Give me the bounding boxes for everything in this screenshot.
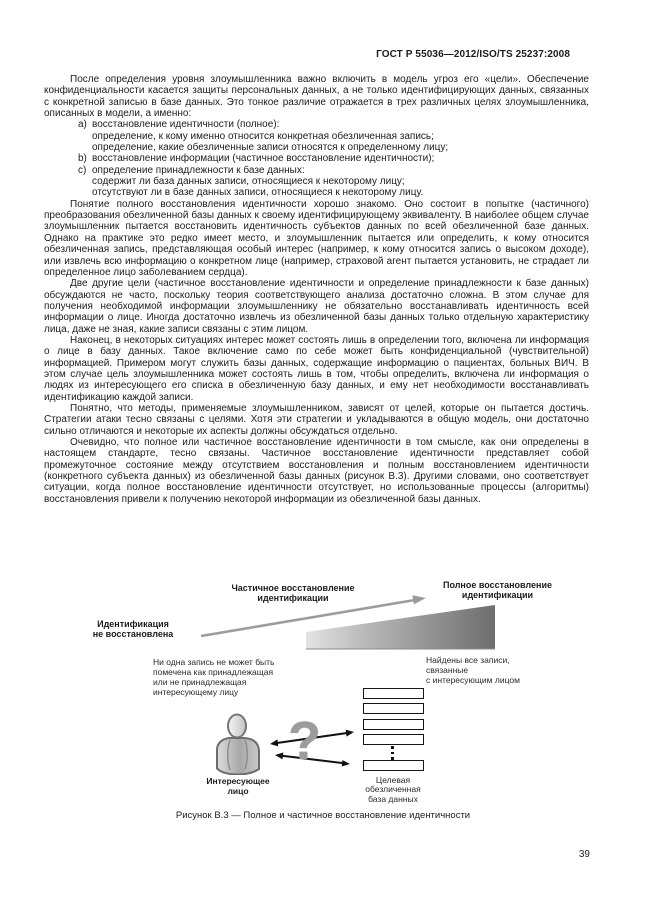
db-record-box xyxy=(363,734,424,745)
note-line: связанные xyxy=(426,665,469,675)
label-full-recovery xyxy=(420,580,575,600)
label-line: Частичное восстановление xyxy=(231,583,355,593)
paragraph: Две другие цели (частичное восстановление идентичности и определение принадлежности к базе данных) обсуждаются не часто, поскольку теория соответствующего анализа достаточно сложна. В этом случае для получения необходимой информации злоумышленнику не обязательно восстанавливать идентичность всей информации о лице. Иногда достаточно извлечь из обезличенной базы данных только отдельную характеристику лица, даже не зная, какие записи связаны с этим лицом. xyxy=(44,278,589,335)
document-number: ГОСТ Р 55036—2012/ISO/TS 25237:2008 xyxy=(376,49,570,60)
list-item-b-text: восстановление информации (частичное восстановление идентичности); xyxy=(92,153,435,165)
figure-caption: Рисунок В.3 — Полное и частичное восстановление идентичности xyxy=(175,810,471,821)
recovery-wedge-icon xyxy=(306,603,496,650)
list-marker-c: c) xyxy=(78,164,87,176)
list-item-a-text: восстановление идентичности (полное): xyxy=(92,119,280,131)
paragraph: Понятно, что методы, применяемые злоумышленником, зависят от целей, которые он пытается достичь. Стратегии атаки тесно связаны с целями. Хотя эти стратегии и укладываются в общую модель, они достаточно сильно отличаются и некоторые их аспекты должны обсуждаться отдельно. xyxy=(44,402,589,437)
paragraph: Очевидно, что полное или частичное восстановление идентичности в том смысле, как они определены в настоящем стандарте, тесно связаны. Частичное восстановление идентичности представляет собой промежуточное состояние между отсутствием восстановления и полным восстановлением идентичности (конкретного субъекта данных) из обезличенной базы данных (рисунок В.3). Другими словами, оно соответствует ситуации, когда полное восстановление идентичности отсутствует, но использованные процессы (алгоритмы) восстановления привели к получению некоторой информации из обезличенной базы данных. xyxy=(44,437,589,505)
list-marker-a: a) xyxy=(78,119,87,131)
paragraph-intro: После определения уровня злоумышленника важно включить в модель угроз его «цели». Обеспечение конфиденциальности касается защиты персональных данных, а не только идентифицирующих данных, связанных с конкретной записью в базе данных. Это тонкое различие отражается в трех различных целях злоумышленника, описанных в модели, а именно: xyxy=(44,74,589,120)
label-line: Интересующее xyxy=(206,776,270,786)
list-subitem: определение, какие обезличенные записи относятся к определенному лицу; xyxy=(92,142,449,154)
note-line: с интересующим лицом xyxy=(426,675,520,685)
dot xyxy=(391,752,394,755)
label-line: Полное восстановление xyxy=(442,580,553,590)
vertical-ellipsis-icon xyxy=(391,746,394,760)
list-subitem: отсутствуют ли в базе данных записи, относящиеся к некоторому лицу. xyxy=(92,187,424,199)
paragraph: Понятие полного восстановления идентичности хорошо знакомо. Оно состоит в попытке (частичного) преобразования обезличенной базы данных к своему идентифицирующему эквиваленту. В наиболее общем случае злоумышленник пытается восстановить идентичность субъектов данных по всей обезличенной базе данных. Однако на практике это редко имеет место, и злоумышленник пытается или определить, к кому относится обезличенная запись, представляющая особый интерес (например, к кому относится запись о высоком доходе), или извлечь всю информацию о конкретном лице (например, страховой агент пытается установить, не страдает ли определенное лицо заболеванием сердца). xyxy=(44,198,589,278)
list-subitem: определение, к кому именно относится конкретная обезличенная запись; xyxy=(92,130,434,142)
label-line: идентификации xyxy=(461,590,534,600)
label-identity-not-recovered xyxy=(78,619,188,639)
db-record-box xyxy=(363,703,424,714)
list-subitem: содержит ли база данных записи, относящиеся к некоторому лицу; xyxy=(92,176,405,188)
db-record-box xyxy=(363,688,424,699)
db-record-box xyxy=(363,719,424,730)
list-item-c-text: определение принадлежности к базе данных: xyxy=(92,164,305,176)
label-line: Идентификация xyxy=(97,619,169,629)
label-line: обезличенная xyxy=(365,784,421,795)
question-mark-icon: ? xyxy=(288,711,321,771)
note-all-records-found xyxy=(426,655,576,685)
paragraph: Наконец, в некоторых ситуациях интерес может состоять лишь в определении того, включена ли информация о лице в базу данных. Такое включение само по себе может быть конфиденциальной (чувствительной) информацией. Примером могут служить базы данных, содержащие информацию о пациентах, больных ВИЧ. В этом случае цель злоумышленника может состоять лишь в том, чтобы определить, включена ли информация о людях из интересующего его списка в обезличенную базу данных, и ему нет необходимости восстанавливать идентификацию каждой записи. xyxy=(44,334,589,403)
label-line: не восстановлена xyxy=(92,629,174,639)
page-number: 39 xyxy=(578,849,590,860)
list-marker-b: b) xyxy=(78,153,87,165)
note-line: Ни одна запись не может быть xyxy=(153,657,275,667)
person-label xyxy=(193,777,283,796)
note-line: интересующему лицу xyxy=(153,687,239,697)
database-label xyxy=(343,776,443,804)
note-line: помечена как принадлежащая xyxy=(153,667,274,677)
db-record-box xyxy=(363,760,424,771)
note-no-record-matched xyxy=(153,657,333,697)
label-line: Целевая xyxy=(375,775,411,785)
label-line: идентификации xyxy=(257,593,329,603)
dot xyxy=(391,746,394,749)
label-line: база данных xyxy=(368,793,418,804)
note-line: или не принадлежащая xyxy=(153,677,247,687)
label-line: лицо xyxy=(227,785,249,796)
note-line: Найдены все записи, xyxy=(426,655,510,665)
